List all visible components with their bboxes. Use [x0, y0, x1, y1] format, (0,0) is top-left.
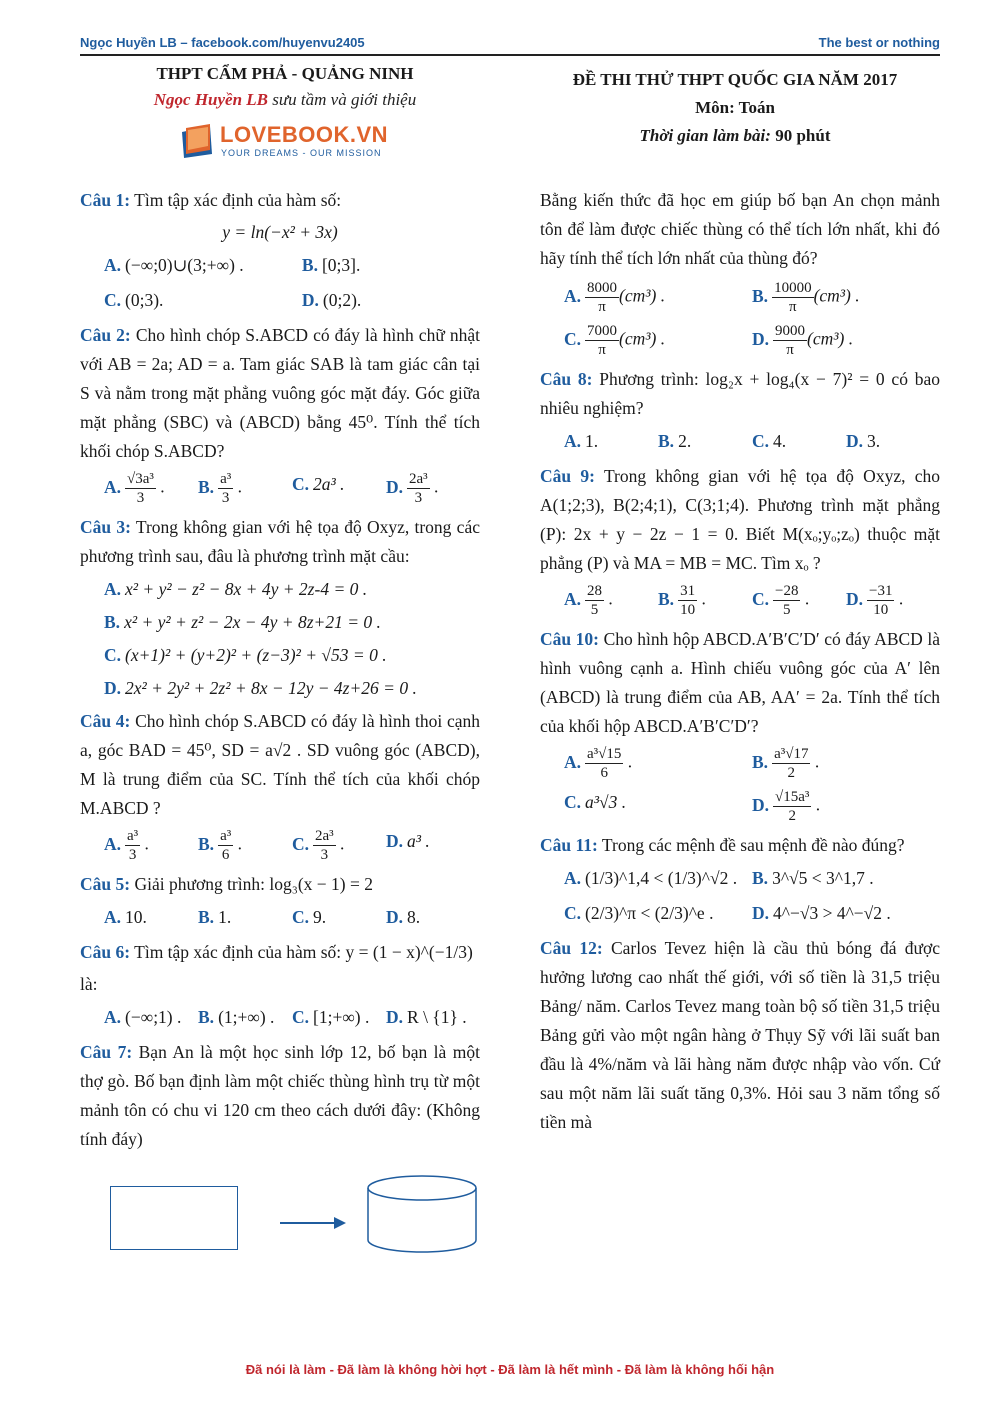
option-d[interactable]: D. $\frac{\text{√15a³}}{2}$ . [752, 789, 821, 824]
question-8: Câu 8: Phương trình: log₂x + log₄(x − 7)² = 0 có bao nhiêu nghiệm? [540, 369, 941, 418]
option-c[interactable]: C. $\frac{\text{2a³}}{3}$ . [292, 828, 345, 863]
collector-suffix: sưu tầm và giới thiệu [268, 90, 417, 109]
q8-options [564, 427, 940, 456]
q6-options [104, 1003, 480, 1032]
option-c[interactable]: C. 9. [292, 907, 327, 927]
option-c[interactable]: C. 2a³ . [292, 474, 345, 494]
exam-title: ĐỀ THI THỬ THPT QUỐC GIA NĂM 2017 [572, 70, 898, 89]
q1-equation: y = ln(−x² + 3x) [222, 222, 338, 242]
fraction: $\frac{8000}{\pi}$ [587, 280, 618, 315]
fraction: $\frac{\text{a³}}{3}$ [127, 828, 139, 863]
fraction: $\frac{28}{5}$ [587, 583, 603, 618]
option-a[interactable]: A. (−∞;1) . [104, 1007, 182, 1027]
option-d[interactable]: D. $\frac{\text{2a³}}{3}$ . [386, 471, 439, 506]
logo-tagline: YOUR DREAMS - OUR MISSION [221, 148, 382, 158]
question-4: Câu 4: Cho hình chóp S.ABCD có đáy là hình thoi cạnh a, góc BAD = 45⁰, SD = a√2 . SD vuông góc (ABCD), M là trung điểm của SC. Tính thể tích của khối chóp M.ABCD ? [80, 711, 480, 818]
option-b[interactable]: B. (1;+∞) . [198, 1007, 275, 1027]
exam-subject: Môn: Toán [695, 98, 775, 117]
option-d[interactable]: D. 2x² + 2y² + 2z² + 8x − 12y − 4z+26 = 0 . [104, 678, 417, 698]
question-3: Câu 3: Trong không gian với hệ tọa độ Oxyz, trong các phương trình sau, đâu là phương trình mặt cầu: [80, 517, 480, 566]
option-a[interactable]: A. $\frac{8000}{\pi}$ (cm³) . [564, 280, 666, 315]
option-b[interactable]: B. 1. [198, 907, 232, 927]
right-column [540, 186, 940, 1140]
option-b[interactable]: B. 2. [658, 431, 692, 451]
fraction: $\frac{\text{√3a³}}{3}$ [127, 471, 154, 506]
option-a[interactable]: A. 1. [564, 431, 599, 451]
fraction: $\frac{10000}{\pi}$ [774, 280, 812, 315]
option-b[interactable]: B. $\frac{\text{a³}}{3}$ . [198, 471, 242, 506]
question-9: Câu 9: Trong không gian với hệ tọa độ Oxyz, cho A(1;2;3), B(2;4;1), C(3;1;4). Phương trình mặt phẳng (P): 2x + y − 2z − 1 = 0. Biết M(xₒ;yₒ;zₒ) thuộc mặt phẳng (P) và MA = MB = MC. Tìm xₒ ? [540, 466, 940, 573]
collector-name: Ngọc Huyền LB [153, 90, 269, 109]
option-c[interactable]: C. $\frac{7000}{\pi}$ (cm³) . [564, 323, 666, 358]
fraction: $\frac{\text{2a³}}{3}$ [315, 828, 334, 863]
option-b[interactable]: B. x² + y² + z² − 2x − 4y + 8z+21 = 0 . [104, 612, 381, 632]
option-b[interactable]: B. 3^√5 < 3^1,7 . [752, 868, 874, 888]
header-rule [80, 54, 940, 56]
q5-options [104, 903, 480, 932]
book-logo-icon [180, 124, 214, 160]
option-c[interactable]: C. $\frac{-28}{5}$ . [752, 583, 810, 618]
cylinder-icon [366, 1174, 478, 1254]
time-value: 90 phút [770, 126, 831, 145]
question-11: Câu 11: Trong các mệnh đề sau mệnh đề nào đúng? [540, 835, 905, 855]
q6-tail: là: [80, 974, 98, 994]
page-header [80, 32, 940, 54]
header-slogan: The best or nothing [818, 35, 940, 50]
option-d[interactable]: D. $\frac{9000}{\pi}$ (cm³) . [752, 323, 854, 358]
question-1 [80, 186, 480, 215]
arrow-right-icon [280, 1216, 346, 1230]
fraction: $\frac{-28}{5}$ [775, 583, 799, 618]
tin-sheet-diagram [80, 1164, 480, 1254]
option-c[interactable]: C. 4. [752, 431, 787, 451]
fraction: $\frac{9000}{\pi}$ [775, 323, 806, 358]
fraction: $\frac{7000}{\pi}$ [587, 323, 618, 358]
q7-options-row2 [564, 322, 940, 359]
q7-continuation: Bằng kiến thức đã học em giúp bố bạn An chọn mảnh tôn để làm được chiếc thùng có thể tích lớn nhất, khi đó hãy tính thể tích lớn nhất của thùng đó? [540, 190, 940, 268]
fraction: $\frac{\text{a³}}{3}$ [220, 471, 232, 506]
q1-options-row2 [104, 286, 480, 315]
exam-block [530, 70, 940, 146]
question-5: Câu 5: Giải phương trình: log₃(x − 1) = 2 [80, 874, 373, 894]
fraction: $\frac{\text{2a³}}{3}$ [409, 471, 428, 506]
school-name: THPT CẨM PHẢ - QUẢNG NINH [156, 64, 414, 83]
q7-options-row1 [564, 279, 940, 316]
option-d[interactable]: D. 3. [846, 431, 881, 451]
question-12: Câu 12: Carlos Tevez hiện là cầu thủ bóng đá được hưởng lương cao nhất thế giới, với số tiền là 31,5 triệu Bảng/ năm. Carlos Tevez mang toàn bộ số tiền 31,5 triệu Bảng gửi vào một ngân hàng ở Thụy Sỹ với lãi suất ban đầu là 4%/năm và lãi hàng năm được nhập vào vốn. Cứ sau một năm lãi suất tăng 0,3%. Hỏi sau 3 năm tổng số tiền mà [540, 938, 940, 1132]
option-a[interactable]: A. $\frac{\text{a³√15}}{6}$ . [564, 746, 633, 781]
question-7: Câu 7: Bạn An là một học sinh lớp 12, bố bạn là một thợ gò. Bố bạn định làm một chiếc thùng hình trụ từ một mảnh tôn có chu vi 120 cm theo cách dưới đây: (Không tính đáy) [80, 1042, 480, 1149]
option-a[interactable]: A. x² + y² − z² − 8x + 4y + 2z-4 = 0 . [104, 579, 368, 599]
option-c[interactable]: C. [1;+∞) . [292, 1007, 370, 1027]
option-b[interactable]: B. [0;3]. [301, 255, 361, 275]
question-10: Câu 10: Cho hình hộp ABCD.A′B′C′D′ có đáy ABCD là hình vuông cạnh a. Hình chiếu vuông góc của A′ lên (ABCD) là trung điểm của AB, AA′ = 2a. Tính thể tích của khối hộp ABCD.A′B′C′D′? [540, 629, 940, 736]
option-a[interactable]: A. (1/3)^1,4 < (1/3)^√2 . [564, 868, 738, 888]
option-a[interactable]: A. 10. [104, 907, 147, 927]
option-d[interactable]: D. 4^−√3 > 4^−√2 . [752, 903, 891, 923]
option-b[interactable]: B. $\frac{\text{a³}}{6}$ . [198, 828, 242, 863]
option-b[interactable]: B. $\frac{31}{10}$ . [658, 583, 706, 618]
option-b[interactable]: B. $\frac{10000}{\pi}$ (cm³) . [752, 280, 860, 315]
q9-options [564, 582, 940, 619]
option-c[interactable]: C. (2/3)^π < (2/3)^e . [564, 903, 714, 923]
option-c[interactable]: C. (0;3). [104, 290, 164, 310]
option-a[interactable]: A. $\frac{28}{5}$ . [564, 583, 613, 618]
question-6: Câu 6: Tìm tập xác định của hàm số: y = (1 − x)^(−1/3) [80, 942, 473, 962]
fraction: $\frac{\text{a³√15}}{6}$ [587, 746, 622, 781]
option-d[interactable]: D. a³ . [386, 831, 430, 851]
header-author: Ngọc Huyền LB – facebook.com/huyenvu2405 [80, 35, 365, 50]
option-c[interactable]: C. a³√3 . [564, 792, 627, 812]
fraction: $\frac{31}{10}$ [680, 583, 696, 618]
question-text: Tìm tập xác định của hàm số: [130, 190, 342, 210]
option-b[interactable]: B. $\frac{\text{a³√17}}{2}$ . [752, 746, 820, 781]
logo-text: LOVEBOOK.VN [220, 122, 389, 147]
collector-line [80, 90, 490, 110]
q10-options-row2 [564, 788, 940, 825]
q10-options-row1 [564, 745, 940, 782]
fraction: $\frac{\text{a³√17}}{2}$ [774, 746, 809, 781]
option-d[interactable]: D. 8. [386, 907, 421, 927]
lovebook-logo [180, 118, 390, 166]
fraction: $\frac{\text{a³}}{6}$ [220, 828, 232, 863]
q4-options [104, 827, 480, 864]
q11-options-row1 [564, 864, 940, 893]
school-block [80, 64, 490, 166]
q2-options [104, 470, 480, 507]
exam-time [530, 126, 940, 146]
option-d[interactable]: D. R \ {1} . [386, 1007, 467, 1027]
option-d[interactable]: D. $\frac{-31}{10}$ . [846, 583, 904, 618]
q1-options-row1 [104, 251, 480, 280]
left-column [80, 186, 480, 1254]
page-footer: Đã nói là làm - Đã làm là không hời hợt - Đã làm là hết mình - Đã làm là không hối hận [245, 1362, 775, 1377]
option-d[interactable]: D. (0;2). [301, 290, 362, 310]
tin-sheet-rectangle [110, 1186, 238, 1250]
option-a[interactable]: A. $\frac{\text{√3a³}}{3}$ . [104, 471, 165, 506]
q11-options-row2 [564, 899, 940, 928]
question-label: Câu 1: [80, 190, 131, 210]
option-a[interactable]: A. (−∞;0)∪(3;+∞) . [104, 255, 244, 275]
fraction: $\frac{\text{√15a³}}{2}$ [775, 789, 810, 824]
fraction: $\frac{-31}{10}$ [869, 583, 893, 618]
question-2: Câu 2: Cho hình chóp S.ABCD có đáy là hình chữ nhật với AB = 2a; AD = a. Tam giác SAB là tam giác cân tại S và nằm trong mặt phẳng vuông góc mặt đáy. Góc giữa mặt phẳng (SBC) và (ABCD) bằng 45⁰. Tính thể tích khối chóp S.ABCD? [80, 325, 480, 461]
option-c[interactable]: C. (x+1)² + (y+2)² + (z−3)² + √53 = 0 . [104, 645, 387, 665]
time-label: Thời gian làm bài: [639, 126, 771, 145]
option-a[interactable]: A. $\frac{\text{a³}}{3}$ . [104, 828, 149, 863]
